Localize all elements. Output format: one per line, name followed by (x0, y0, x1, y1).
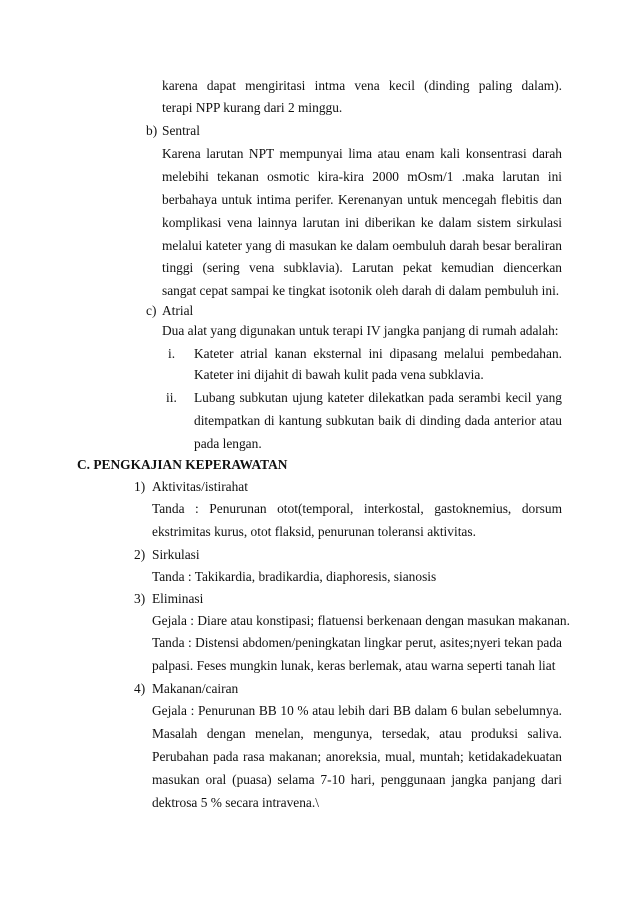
paragraph-line: dektrosa 5 % secara intravena.\ (152, 795, 319, 810)
paragraph-line: tinggi (sering vena subklavia). Larutan pekat kemudian diencerkan (162, 260, 562, 275)
paragraph-line: melebihi tekanan osmotic kira-kira 2000 mOsm/1 .maka larutan ini (162, 169, 562, 184)
list-item-title: Eliminasi (152, 591, 204, 606)
paragraph-line: ekstrimitas kurus, otot flaksid, penurunan toleransi aktivitas. (152, 524, 476, 539)
paragraph-line: Tanda : Penurunan otot(temporal, interkostal, gastoknemius, dorsum (152, 501, 562, 516)
paragraph-line: Lubang subkutan ujung kateter dilekatkan pada serambi kecil yang (194, 390, 562, 405)
paragraph-line: Gejala : Diare atau konstipasi; flatuensi berkenaan dengan masukan makanan. (152, 613, 570, 628)
paragraph-line: Dua alat yang digunakan untuk terapi IV jangka panjang di rumah adalah: (162, 323, 559, 338)
list-label: c) (146, 303, 157, 318)
list-item-title: Makanan/cairan (152, 681, 239, 696)
paragraph-line: Kateter atrial kanan eksternal ini dipasang melalui pembedahan. (194, 346, 562, 361)
list-item-title: Atrial (162, 303, 194, 318)
section-heading: C. PENGKAJIAN KEPERAWATAN (77, 457, 288, 472)
paragraph-line: Perubahan pada rasa makanan; anoreksia, mual, muntah; ketidakadekuatan (152, 749, 562, 764)
paragraph-line: palpasi. Feses mungkin lunak, keras berlemak, atau warna seperti tanah liat (152, 658, 556, 673)
list-label: 1) (134, 479, 146, 494)
paragraph-line: Tanda : Distensi abdomen/peningkatan lingkar perut, asites;nyeri tekan pada (152, 635, 562, 650)
paragraph-line: masukan oral (puasa) selama 7-10 hari, penggunaan jangka panjang dari (152, 772, 562, 787)
paragraph-line: karena dapat mengiritasi intma vena kecil (dinding paling dalam). (162, 78, 562, 93)
roman-label: i. (168, 346, 176, 361)
list-label: 2) (134, 547, 146, 562)
list-label: 4) (134, 681, 146, 696)
list-label: 3) (134, 591, 146, 606)
list-item-title: Sentral (162, 123, 200, 138)
paragraph-line: melalui kateter yang di masukan ke dalam oembuluh darah besar beraliran (162, 238, 562, 253)
paragraph-line: ditempatkan di kantung subkutan baik di dinding dada anterior atau (194, 413, 562, 428)
paragraph-line: berbahaya untuk intima perifer. Kerenanyan untuk mencegah flebitis dan (162, 192, 562, 207)
paragraph-line: terapi NPP kurang dari 2 minggu. (162, 100, 343, 115)
list-label: b) (146, 123, 158, 138)
paragraph-line: Tanda : Takikardia, bradikardia, diaphoresis, sianosis (152, 569, 437, 584)
paragraph-line: Masalah dengan menelan, mengunya, tersedak, atau produksi saliva. (152, 726, 562, 741)
paragraph-line: Kateter ini dijahit di bawah kulit pada vena subklavia. (194, 367, 484, 382)
paragraph-line: sangat cepat sampai ke tingkat isotonik oleh darah di dalam pembuluh ini. (162, 283, 560, 298)
list-item-title: Aktivitas/istirahat (152, 479, 248, 494)
paragraph-line: pada lengan. (194, 436, 262, 451)
paragraph-line: komplikasi vena lainnya larutan ini diberikan ke dalam sistem sirkulasi (162, 215, 562, 230)
paragraph-line: Karena larutan NPT mempunyai lima atau enam kali konsentrasi darah (162, 146, 562, 161)
roman-label: ii. (166, 390, 177, 405)
list-item-title: Sirkulasi (152, 547, 200, 562)
paragraph-line: Gejala : Penurunan BB 10 % atau lebih dari BB dalam 6 bulan sebelumnya. (152, 703, 562, 718)
